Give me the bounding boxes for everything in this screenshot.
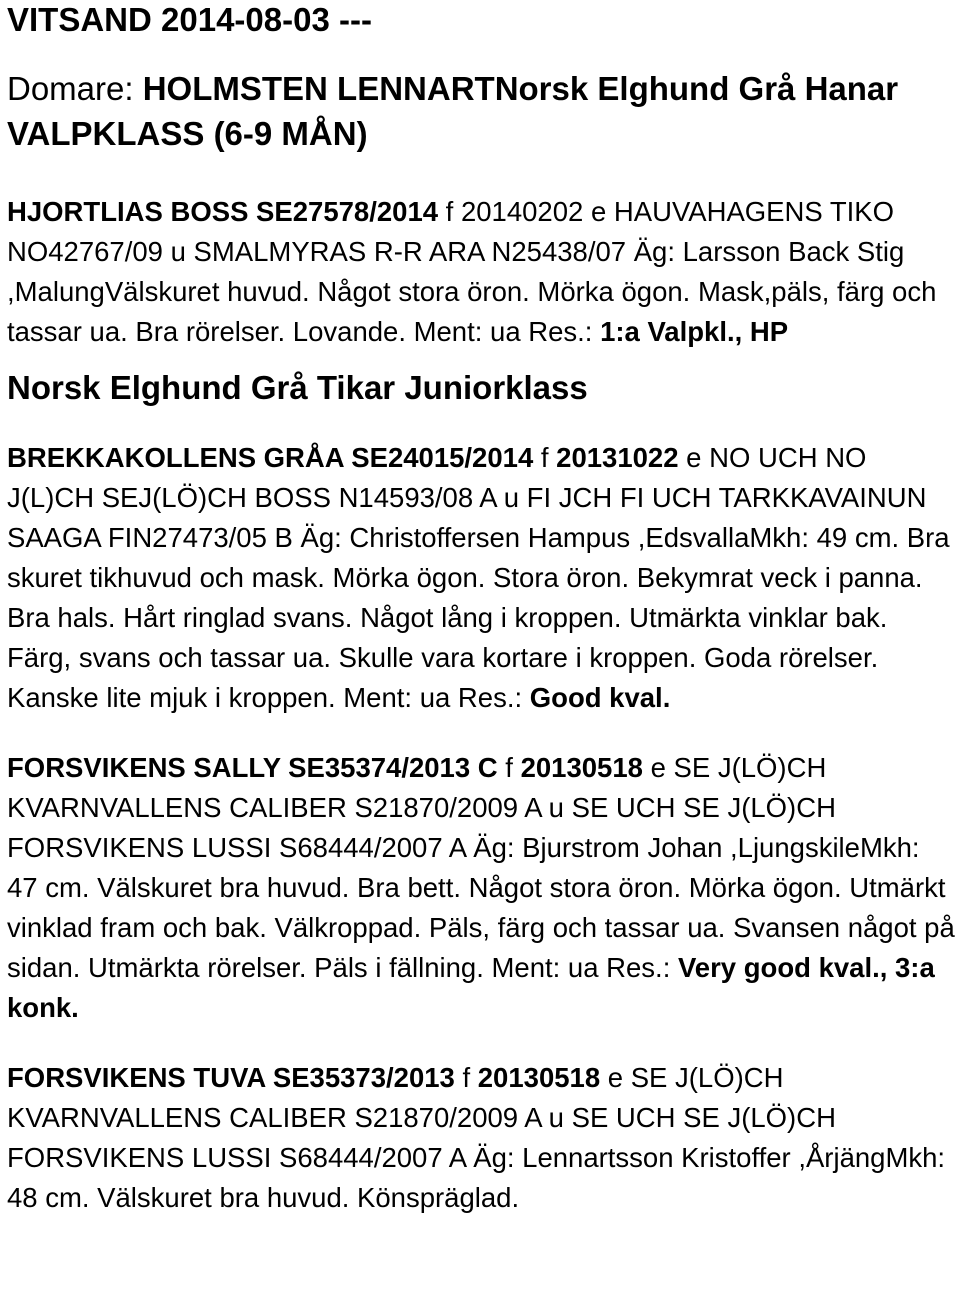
- dog-name: HJORTLIAS BOSS SE27578/2014: [7, 196, 439, 227]
- page-title: VITSAND 2014-08-03 ---: [7, 1, 372, 38]
- entry-result: Good kval.: [529, 682, 671, 713]
- dog-name: FORSVIKENS TUVA SE35373/2013: [7, 1062, 455, 1093]
- entry-text: f: [533, 442, 557, 473]
- entry-result: Very good kval., 3:a konk.: [7, 952, 935, 1023]
- entry-brekkakollens-graa: [7, 438, 957, 718]
- entry-text: e NO UCH NO J(L)CH SEJ(LÖ)CH BOSS N14593/08 A u FI JCH FI UCH TARKKAVAINUN SAAGA FIN27473/05 B Äg: Christoffersen Hampus ,EdsvallaMkh: 49 cm. Bra skuret tikhuvud och mask. Mörka ögon. Stora öron. Bekymrat veck i panna. Bra hals. Hårt ringlad svans. Något lång i kroppen. Utmärkta vinklar bak. Färg, svans och tassar ua. Skulle vara kortare i kroppen. Goda rörelser. Kanske lite mjuk i kroppen. Ment: ua Res.:: [7, 442, 950, 713]
- entry-text: e SE J(LÖ)CH KVARNVALLENS CALIBER S21870/2009 A u SE UCH SE J(LÖ)CH FORSVIKENS LUSSI S68444/2007 A Äg: Bjurstrom Johan ,LjungskileMkh: 47 cm. Välskuret bra huvud. Bra bett. Något stora öron. Mörka ögon. Utmärkt vinklad fram och bak. Välkroppad. Päls, färg och tassar ua. Svansen något på sidan. Utmärkta rörelser. Päls i fällning. Ment: ua Res.:: [7, 752, 955, 983]
- entry-text: f: [454, 1062, 478, 1093]
- birth-date: 20130518: [477, 1062, 601, 1093]
- dog-name: FORSVIKENS SALLY SE35374/2013 C: [7, 752, 498, 783]
- class-heading: Norsk Elghund Grå Tikar Juniorklass: [7, 369, 588, 406]
- entry-hjortlias-boss: [7, 192, 957, 352]
- judge-label: Domare:: [7, 70, 143, 107]
- entry-text: f: [497, 752, 521, 783]
- entry-forsvikens-sally: [7, 748, 957, 1028]
- judge-name-and-class: HOLMSTEN LENNARTNorsk Elghund Grå Hanar VALPKLASS (6-9 MÅN): [7, 70, 899, 152]
- results-document: [7, 0, 957, 1218]
- entry-forsvikens-tuva: [7, 1058, 957, 1218]
- entry-result: 1:a Valpkl., HP: [600, 316, 789, 347]
- dog-name: BREKKAKOLLENS GRÅA SE24015/2014: [7, 442, 534, 473]
- entry-text: f 20140202 e HAUVAHAGENS TIKO NO42767/09 u SMALMYRAS R-R ARA N25438/07 Äg: Larsson Back Stig ,MalungVälskuret huvud. Något stora öron. Mörka ögon. Mask,päls, färg och tassar ua. Bra rörelser. Lovande. Ment: ua Res.:: [7, 196, 937, 347]
- judge-line: [7, 66, 957, 156]
- birth-date: 20131022: [556, 442, 679, 473]
- entry-text: e SE J(LÖ)CH KVARNVALLENS CALIBER S21870/2009 A u SE UCH SE J(LÖ)CH FORSVIKENS LUSSI S68444/2007 A Äg: Lennartsson Kristoffer ,ÅrjängMkh: 48 cm. Välskuret bra huvud. Könspräglad.: [7, 1062, 946, 1213]
- birth-date: 20130518: [520, 752, 643, 783]
